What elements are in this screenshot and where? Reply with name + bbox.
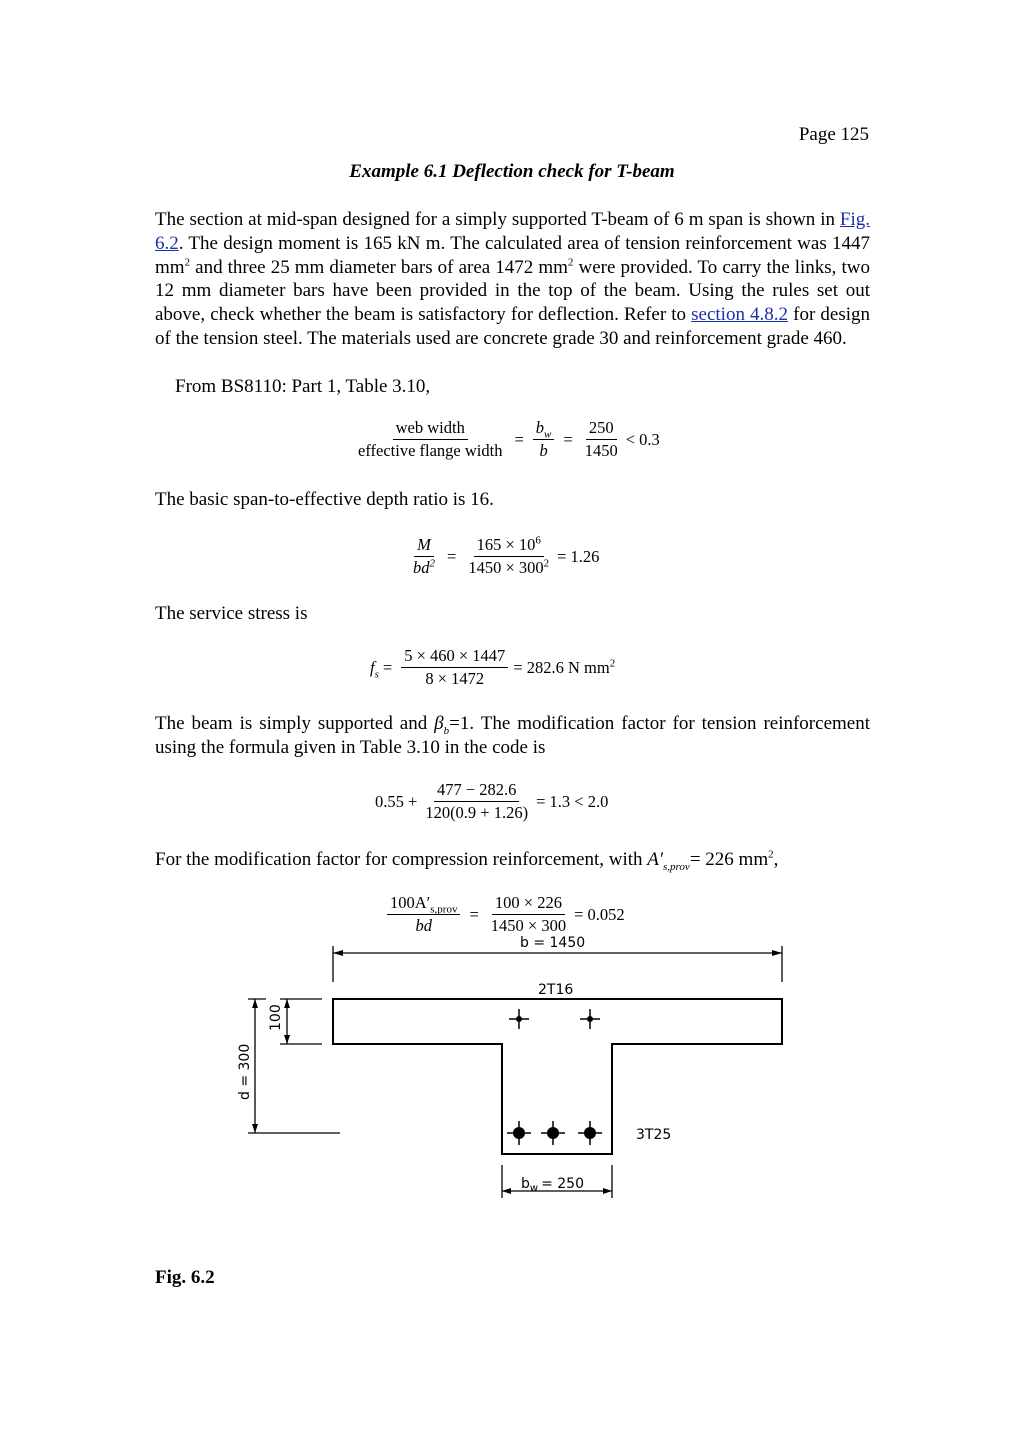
eq1-num-1: web width — [393, 418, 468, 440]
comp-text-2: = 226 mm — [689, 849, 769, 870]
bottom-bar-1 — [513, 1127, 525, 1139]
eq2-num-2: $165 \times 10^6$ — [474, 535, 544, 557]
intro-text-4: were provided. To carry the links, two 12 mm diameter bars have been provided in the top of the beam. Using the rules set out above, check whether the beam is satisfactory for deflection. Refer to — [155, 256, 871, 326]
fig-6-2-link[interactable]: Fig. 6.2 — [155, 209, 870, 254]
eq4-lhs: 0.55 + — [375, 791, 418, 811]
eq5-den-1: bd — [415, 916, 432, 935]
arrow-depth-top — [252, 999, 258, 1008]
eq1-num-2: $b_w$ — [533, 418, 555, 440]
eq1-den-1: effective flange width — [358, 441, 503, 460]
arrow-bw-right — [603, 1188, 612, 1194]
eq3-lhs: $f_s$ — [370, 657, 379, 680]
bottom-bar-3 — [584, 1127, 596, 1139]
arrow-depth-bottom — [252, 1124, 258, 1133]
comp-text-1: For the modification factor for compression reinforcement, with — [155, 849, 648, 870]
intro-text-3: and three 25 mm diameter bars of area 1472 mm — [190, 256, 568, 278]
label-b: b = 1450 — [520, 935, 586, 951]
beam-text-2: =1. The modification factor for tension reinforcement using the formula given in Table 3.10 in the code is — [155, 713, 870, 758]
example-title: Example 6.1 Deflection check for T-beam — [349, 161, 675, 182]
eq5-equals: = — [469, 904, 479, 924]
eq5-num-2: 100 × 226 — [492, 893, 565, 915]
eq4-den: 120(0.9 + 1.26) — [425, 803, 529, 822]
from-line: From BS8110: Part 1, Table 3.10, — [175, 376, 431, 397]
eq1-rhs: < 0.3 — [625, 429, 660, 449]
arrow-b-right — [772, 950, 782, 956]
eq3-num: 5 × 460 × 1447 — [401, 646, 508, 668]
eq2-rhs: = 1.26 — [557, 546, 600, 566]
intro-text-1: The section at mid-span designed for a simply supported T-beam of 6 m span is shown in — [155, 209, 840, 230]
top-bar-2 — [587, 1016, 593, 1022]
eq1-equals-2: = — [563, 429, 573, 449]
intro-sup-1: 2 — [184, 256, 191, 269]
eq4-num: 477 − 282.6 — [434, 780, 519, 802]
eq1-num-3: 250 — [586, 418, 617, 440]
beam-text-1: The beam is simply supported and — [155, 713, 435, 734]
eq1-den-3: 1450 — [584, 441, 618, 460]
arrow-flange-bottom — [284, 1035, 290, 1044]
comp-area-symbol: $A'_{s,prov}$ — [647, 849, 690, 873]
eq3-den: 8 × 1472 — [425, 669, 485, 688]
eq5-rhs: = 0.052 — [574, 904, 625, 924]
label-flange: 100 — [268, 1004, 284, 1031]
arrow-bw-left — [502, 1188, 511, 1194]
label-depth: d = 300 — [237, 1043, 253, 1100]
eq2-den-1: $bd^2$ — [413, 557, 435, 577]
comp-sup: 2 — [768, 848, 774, 861]
label-top-bars: 2T16 — [538, 982, 574, 998]
figure-caption: Fig. 6.2 — [155, 1267, 215, 1288]
eq5-den-2: 1450 × 300 — [490, 916, 567, 935]
eq5-num-1: $100A'_{s,prov}$ — [387, 893, 460, 915]
intro-text-5: for design of the tension steel. The materials used are concrete grade 30 and reinforcement grade 460. — [155, 304, 870, 349]
intro-sup-2: 2 — [567, 256, 574, 269]
eq1-equals-1: = — [514, 429, 524, 449]
basic-ratio-line: The basic span-to-effective depth ratio is 16. — [155, 489, 494, 510]
top-bar-1 — [516, 1016, 522, 1022]
eq3-equals: = — [382, 657, 393, 677]
beta-symbol: $\beta_b$ — [434, 713, 450, 737]
eq2-den-2: $1450 \times 300^2$ — [468, 557, 550, 577]
page-number: Page 125 — [798, 124, 869, 145]
eq4-rhs: = 1.3 < 2.0 — [536, 791, 609, 811]
section-4-8-2-link[interactable]: section 4.8.2 — [691, 304, 789, 326]
eq1-den-2: b — [539, 441, 548, 460]
arrow-flange-top — [284, 999, 290, 1008]
service-stress-line: The service stress is — [155, 603, 308, 624]
eq2-equals: = — [447, 546, 457, 566]
arrow-b-left — [333, 950, 343, 956]
bottom-bar-2 — [547, 1127, 559, 1139]
label-bottom-bars: 3T25 — [636, 1127, 672, 1143]
eq3-rhs: = 282.6 N $mm^2$ — [513, 657, 616, 677]
comp-text-3: , — [773, 849, 779, 870]
eq2-num-1: M — [414, 535, 434, 557]
intro-text-2: . The design moment is 165 kN m. The calculated area of tension reinforcement was 1447 mm — [155, 232, 870, 278]
label-bw: $b_w = 250$ — [521, 1176, 584, 1194]
